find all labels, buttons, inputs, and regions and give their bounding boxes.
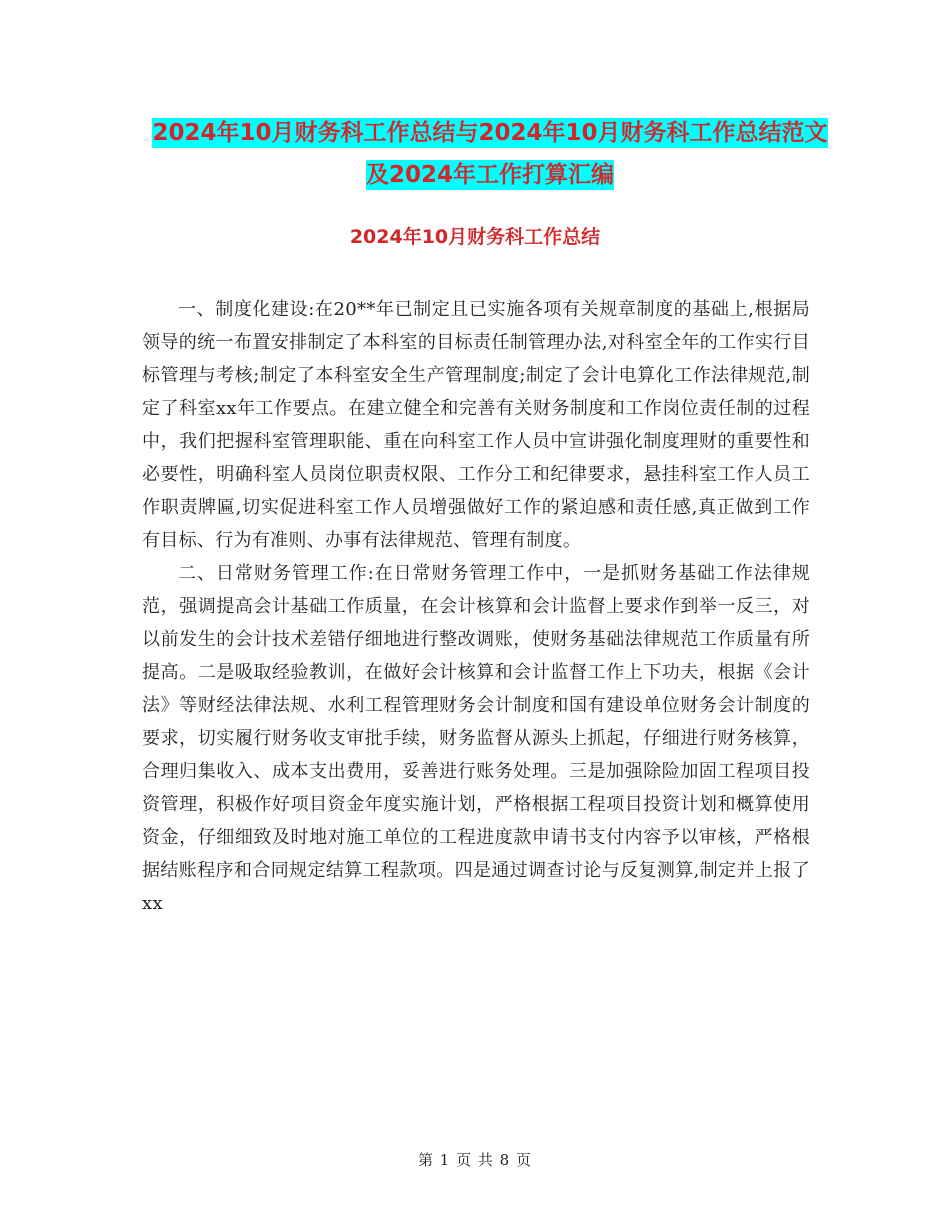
page-number-footer: 第 1 页 共 8 页	[418, 1151, 532, 1169]
document-title	[150, 112, 830, 196]
paragraph-institutional-building: 一、制度化建设:在20**年已制定且已实施各项有关规章制度的基础上,根据局领导的统一布置安排制定了本科室的目标责任制管理办法,对科室全年的工作实行目标管理与考核;制定了本科室安全生产管理制度;制定了会计电算化工作法律规范,制定了科室xx年工作要点。在建立健全和完善有关财务制度和工作岗位责任制的过程中，我们把握科室管理职能、重在向科室工作人员中宣讲强化制度理财的重要性和必要性，明确科室人员岗位职责权限、工作分工和纪律要求，悬挂科室工作人员工作职责牌匾,切实促进科室工作人员增强做好工作的紧迫感和责任感,真正做到工作有目标、行为有准则、办事有法律规范、管理有制度。	[142, 299, 810, 551]
document-body	[142, 293, 810, 920]
paragraph-daily-financial-management: 二、日常财务管理工作:在日常财务管理工作中，一是抓财务基础工作法律规范，强调提高会计基础工作质量，在会计核算和会计监督上要求作到举一反三，对以前发生的会计技术差错仔细地进行整改调账，使财务基础法律规范工作质量有所提高。二是吸取经验教训，在做好会计核算和会计监督工作上下功夫，根据《会计法》等财经法律法规、水利工程管理财务会计制度和国有建设单位财务会计制度的要求，切实履行财务收支审批手续，财务监督从源头上抓起，仔细进行财务核算，合理归集收入、成本支出费用，妥善进行账务处理。三是加强除险加固工程项目投资管理，积极作好项目资金年度实施计划，严格根据工程项目投资计划和概算使用资金，仔细细致及时地对施工单位的工程进度款申请书支付内容予以审核，严格根据结账程序和合同规定结算工程款项。四是通过调查讨论与反复测算,制定并上报了xx	[142, 563, 810, 914]
title-highlight: 2024年10月财务科工作总结与2024年10月财务科工作总结范文及2024年工作打算汇编	[152, 120, 828, 188]
section-heading: 2024年10月财务科工作总结	[349, 226, 601, 248]
